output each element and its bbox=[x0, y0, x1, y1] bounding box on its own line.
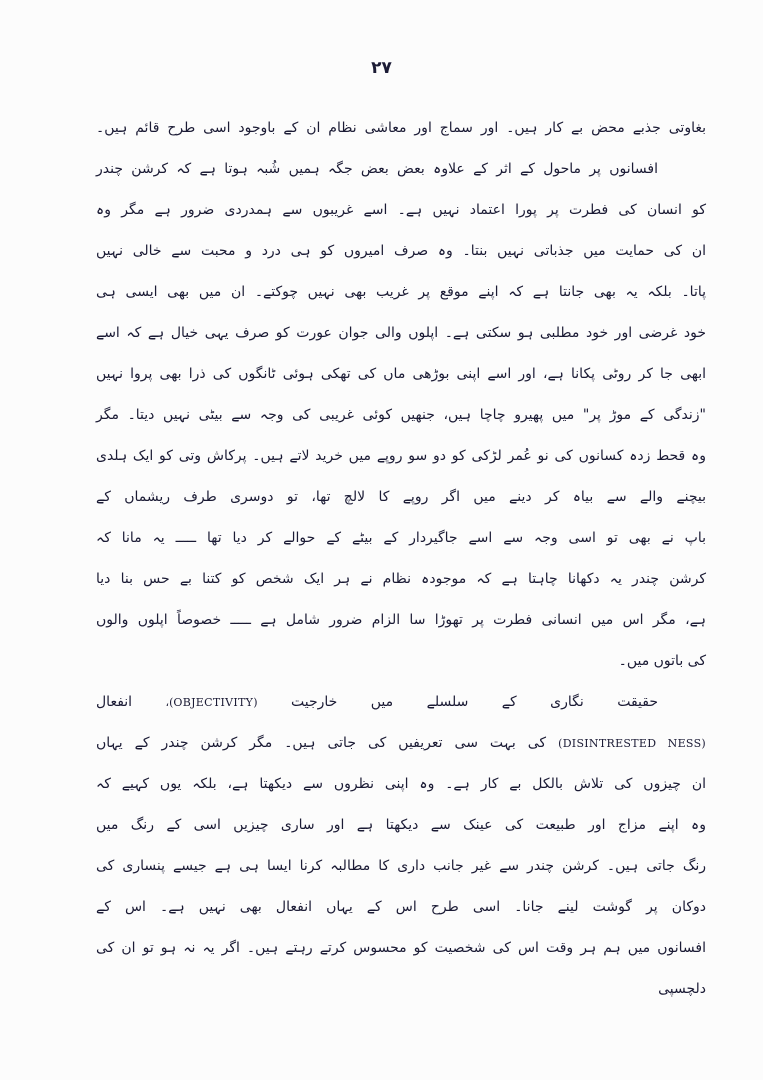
text-segment: حقیقت نگاری کے سلسلے میں خارجیت bbox=[291, 694, 659, 710]
text-segment: انفعال bbox=[96, 694, 133, 710]
text-line: وہ اپنے مزاج اور طبیعت کی عینک سے دیکھتا ہے اور ساری چیزیں اسی کے رنگ میں bbox=[96, 817, 706, 833]
text-line: باپ نے بھی تو اسی وجہ سے اسے جاگیردار کے بیٹے کے حوالے کر دیا تھا ـــــ یہ مانا کہ bbox=[96, 530, 706, 546]
text-line: بیچنے والے سے بیاہ کر دینے میں اگر روپے کا لالچ تھا، تو دوسری طرف ریشماں کے bbox=[96, 489, 706, 505]
text-line: ان کی حمایت میں جذباتی نہیں بنتا۔ وہ صرف امیروں کو ہی درد و محبت سے خالی نہیں bbox=[96, 243, 706, 259]
text-segment: کی بہت سی تعریفیں کی جاتی ہیں۔ مگر کرشن چندر کے یہاں bbox=[96, 735, 547, 751]
text-line: وہ قحط زدہ کسانوں کی نو عُمر لڑکی کو دو سو روپے میں خرید لاتے ہیں۔ پرکاش وتی کو ایک ہلدی bbox=[96, 448, 706, 464]
text-line: افسانوں میں ہم ہر وقت اس کی شخصیت کو محسوس کرتے رہتے ہیں۔ اگر یہ نہ ہو تو ان کی دلچسپی bbox=[96, 940, 706, 997]
text-line: بغاوتی جذبے محض بے کار ہیں۔ اور سماج اور معاشی نظام ان کے باوجود اسی طرح قائم ہیں۔ bbox=[96, 120, 706, 136]
text-line: ابھی جا کر روٹی پکانا ہے، اور اسے اپنی بوڑھی ماں کی تھکی ہوئی ٹانگوں کی ذرا بھی پروا نہیں bbox=[96, 366, 706, 382]
text-line: افسانوں پر ماحول کے اثر کے علاوہ بعض بعض جگہ ہمیں شُبہ ہوتا ہے کہ کرشن چندر bbox=[96, 161, 658, 177]
english-term: (OBJECTIVITY)، bbox=[165, 696, 258, 709]
text-line: "زندگی کے موڑ پر" میں پھیرو چاچا ہیں، جنھیں کوئی غریبی کی وجہ سے بیٹی نہیں دیتا۔ مگر bbox=[96, 407, 706, 423]
text-line: کرشن چندر یہ دکھانا چاہتا ہے کہ موجودہ نظام نے ہر ایک شخص کو کتنا بے حس بنا دیا bbox=[96, 571, 706, 587]
text-line: رنگ جاتی ہیں۔ کرشن چندر سے غیر جانب داری کا مطالبہ کرنا ایسا ہی ہے جیسے پنساری کی bbox=[96, 858, 706, 874]
paragraph-start-line bbox=[96, 682, 706, 723]
text-line: ان چیزوں کی تلاش بالکل بے کار ہے۔ وہ اپنی نظروں سے دیکھتا ہے، بلکہ یوں کہیے کہ bbox=[96, 776, 706, 792]
text-line: کی باتوں میں۔ bbox=[618, 653, 706, 669]
text-line: ہے، مگر اس میں انسانی فطرت پر تھوڑا سا الزام ضرور شامل ہے ـــــ خصوصاً اپلوں والوں bbox=[96, 612, 706, 628]
english-term: (DISINTRESTED NESS) bbox=[558, 737, 706, 750]
text-line: خود غرضی اور خود مطلبی ہو سکتی ہے۔ اپلوں والی جوان عورت کو صرف یہی خیال ہے کہ اسے bbox=[96, 325, 706, 341]
page-number: ۲۷ bbox=[371, 58, 392, 78]
text-line: پاتا۔ بلکہ یہ بھی جانتا ہے کہ اپنے موقع پر غریب بھی نہیں چوکتے۔ ان میں بھی ایسی ہی bbox=[96, 284, 706, 300]
text-line: دوکان پر گوشت لینے جانا۔ اسی طرح اس کے یہاں انفعال بھی نہیں ہے۔ اس کے bbox=[96, 899, 706, 915]
text-line: کو انسان کی فطرت پر پورا اعتماد نہیں ہے۔ اسے غریبوں سے ہمدردی ضرور ہے مگر وہ bbox=[96, 202, 706, 218]
text-line bbox=[96, 723, 706, 764]
document-body bbox=[96, 108, 706, 1010]
